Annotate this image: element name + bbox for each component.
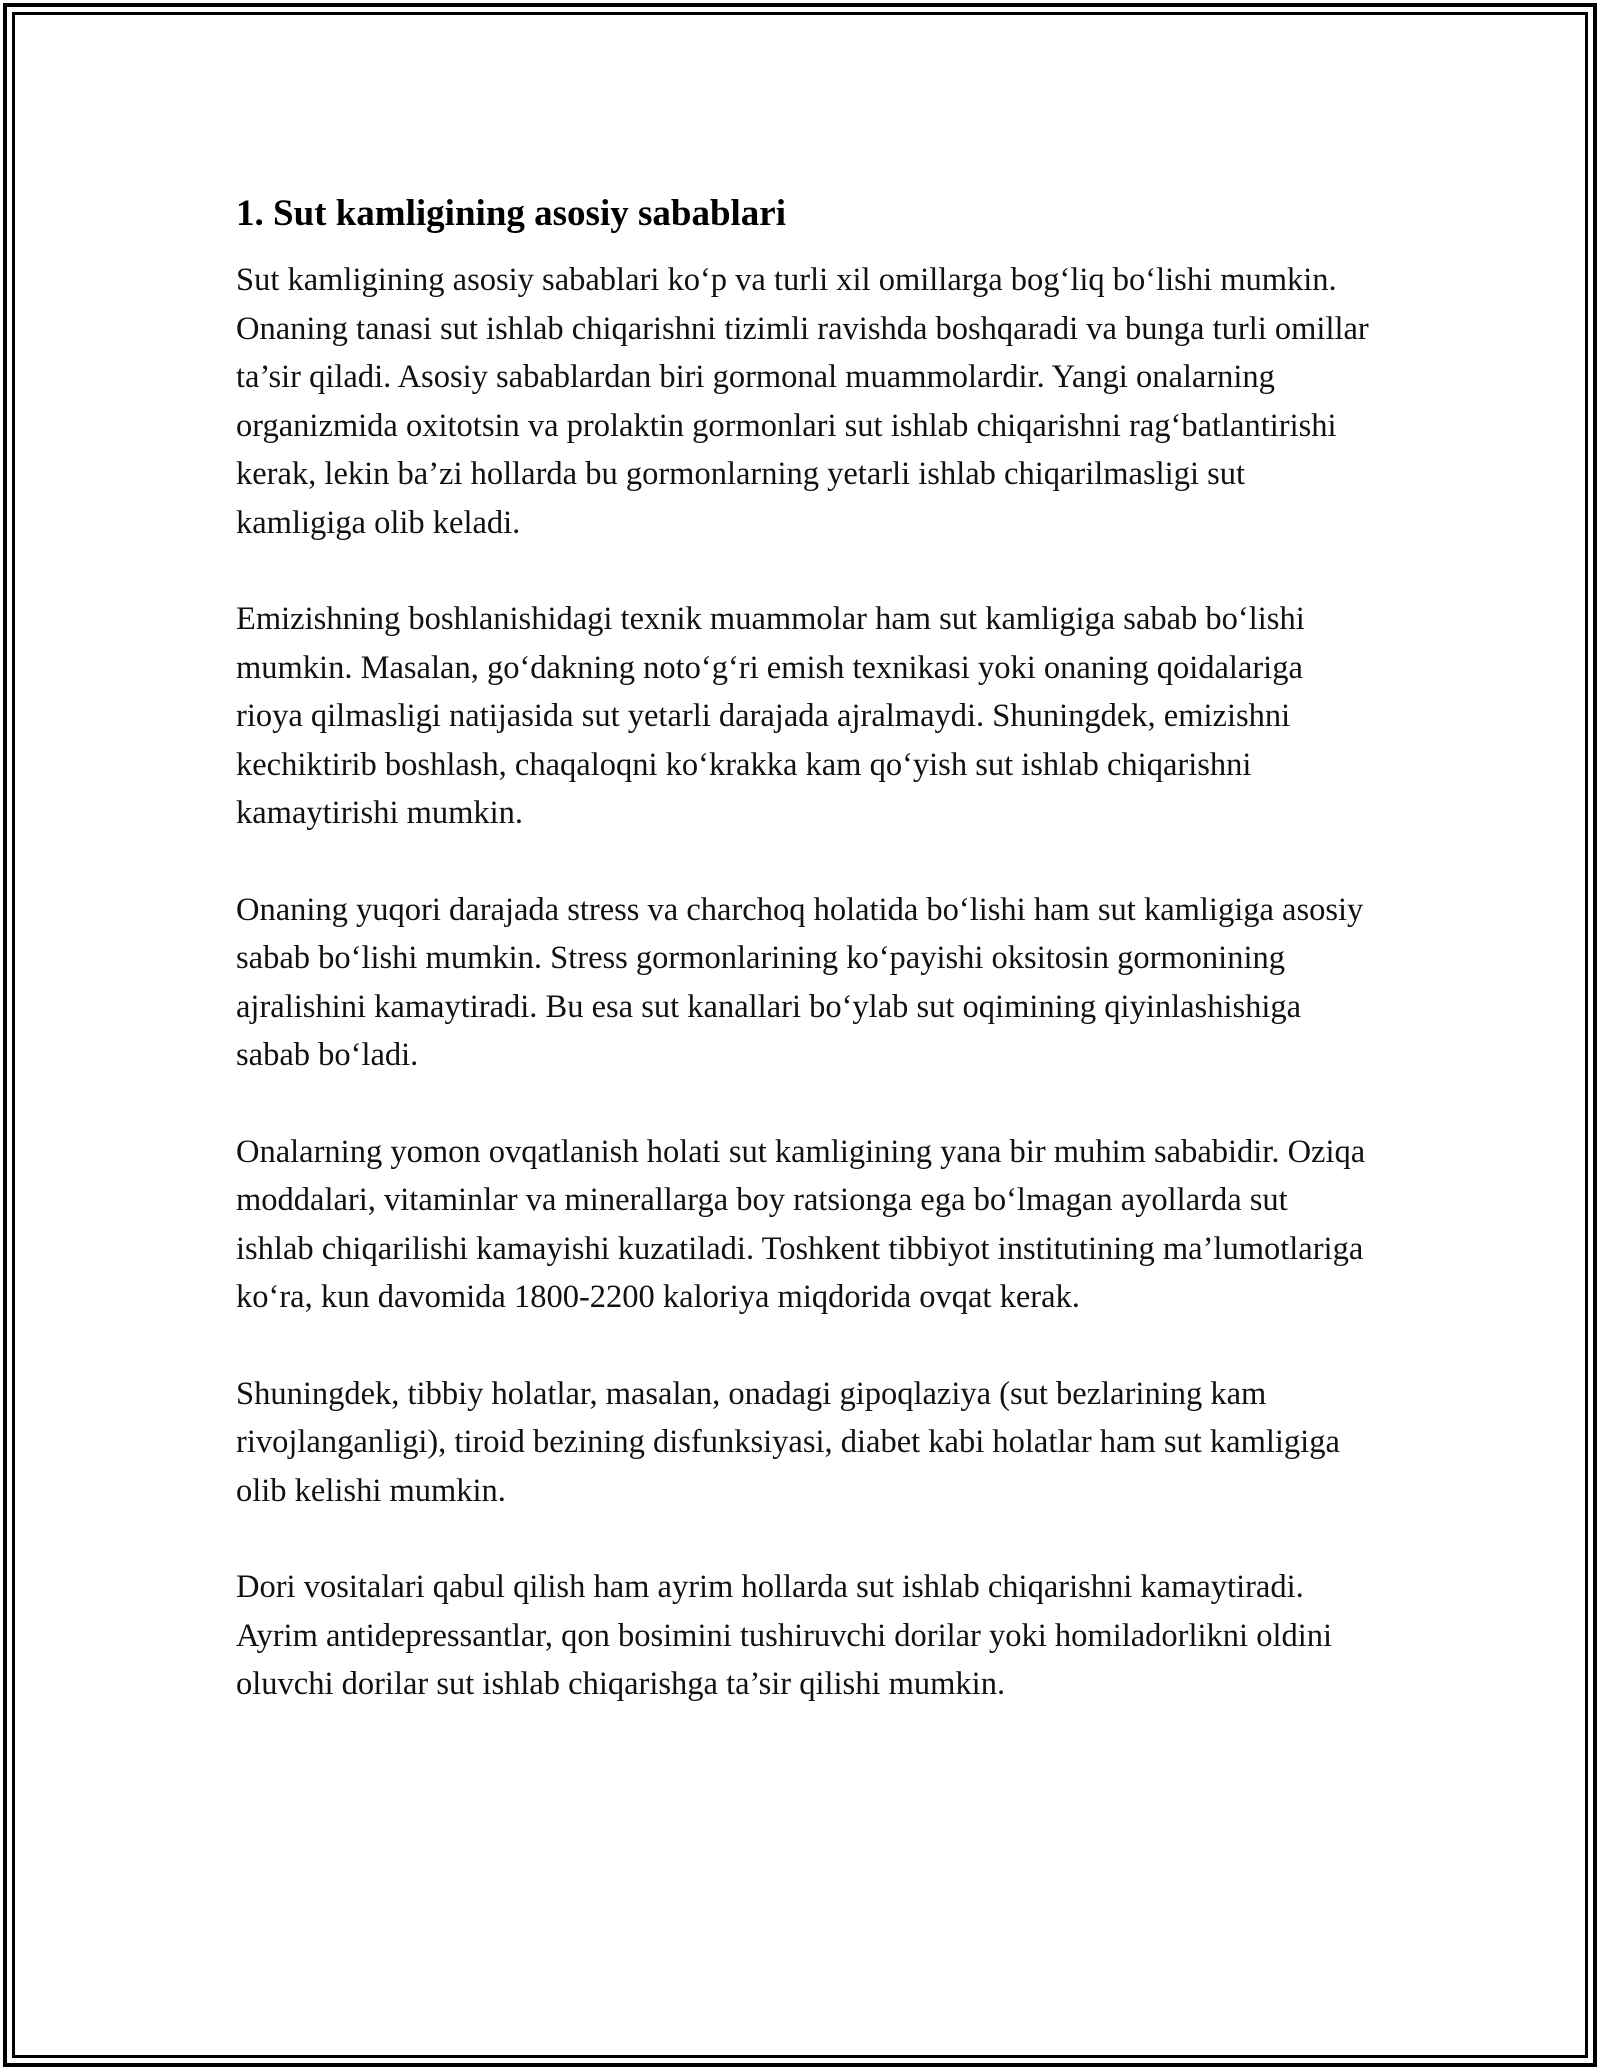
paragraph-hormonal-causes: Sut kamligining asosiy sabablari ko‘p va turli xil omillarga bog‘liq bo‘lishi mumkin. Onaning tanasi sut ishlab chiqarishni tizimli ravishda boshqaradi va bunga turli omillar ta’sir qiladi. Asosiy sabablardan biri gormonal muammolardir. Yangi onalarning organizmida oxitotsin va prolaktin gormonlari sut ishlab chiqarishni rag‘batlantirishi kerak, lekin ba’zi hollarda bu gormonlarning yetarli ishlab chiqarilmasligi sut kamligiga olib keladi. [236, 262, 1369, 541]
paragraph-nutrition: Onalarning yomon ovqatlanish holati sut kamligining yana bir muhim sababidir. Oziqa moddalari, vitaminlar va minerallarga boy ratsionga ega bo‘lmagan ayollarda sut ishlab chiqarilishi kamayishi kuzatiladi. Toshkent tibbiyot institutining ma’lumotlariga ko‘ra, kun davomida 1800-2200 kaloriya miqdorida ovqat kerak. [236, 1133, 1366, 1315]
document-body [236, 186, 1371, 1757]
paragraph-stress-fatigue: Onaning yuqori darajada stress va charchoq holatida bo‘lishi ham sut kamligiga asosiy sabab bo‘lishi mumkin. Stress gormonlarining ko‘payishi oksitosin gormonining ajralishini kamaytiradi. Bu esa sut kanallari bo‘ylab sut oqimining qiyinlashishiga sabab bo‘ladi. [236, 891, 1364, 1073]
section-heading: 1. Sut kamligining asosiy sabablari [236, 193, 787, 234]
paragraph-medications: Dori vositalari qabul qilish ham ayrim hollarda sut ishlab chiqarishni kamaytiradi. Ayrim antidepressantlar, qon bosimini tushiruvchi dorilar yoki homiladorlikni oldini oluvchi dorilar sut ishlab chiqarishga ta’sir qilishi mumkin. [236, 1569, 1333, 1702]
paragraph-technical-problems: Emizishning boshlanishidagi texnik muammolar ham sut kamligiga sabab bo‘lishi mumkin. Masalan, go‘dakning noto‘g‘ri emish texnikasi yoki onaning qoidalariga rioya qilmasligi natijasida sut yetarli darajada ajralmaydi. Shuningdek, emizishni kechiktirib boshlash, chaqaloqni ko‘krakka kam qo‘yish sut ishlab chiqarishni kamaytirishi mumkin. [236, 601, 1305, 831]
paragraph-medical-conditions: Shuningdek, tibbiy holatlar, masalan, onadagi gipoqlaziya (sut bezlarining kam rivojlanganligi), tiroid bezining disfunksiyasi, diabet kabi holatlar ham sut kamligiga olib kelishi mumkin. [236, 1375, 1340, 1509]
